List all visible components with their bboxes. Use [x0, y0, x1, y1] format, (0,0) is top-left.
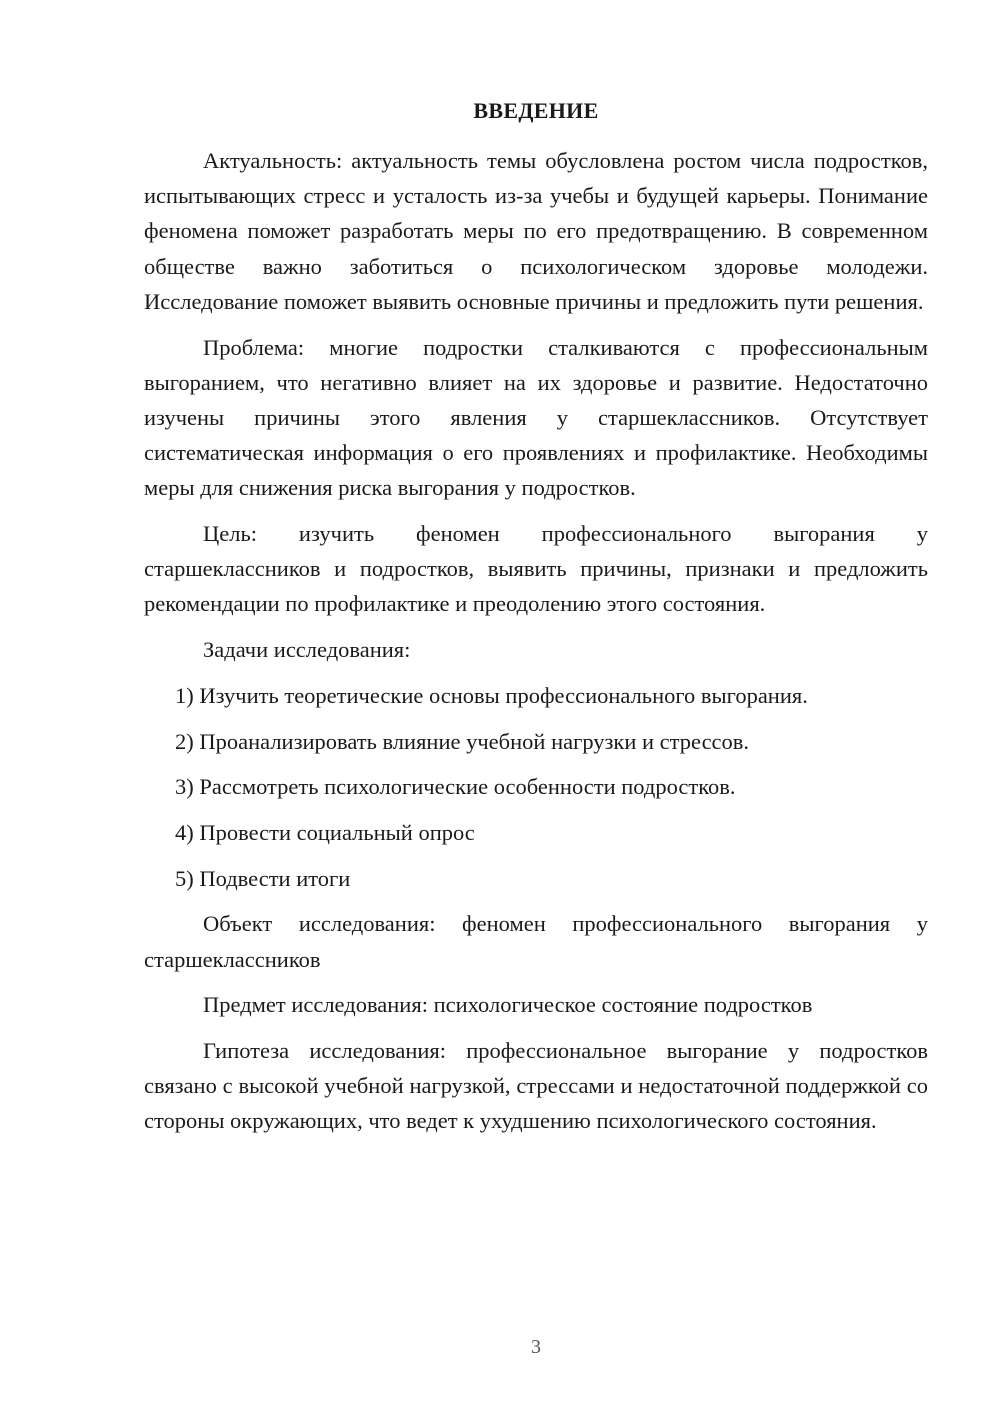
section-title: ВВЕДЕНИЕ — [473, 98, 599, 123]
paragraph-problem: Проблема: многие подростки сталкиваются с профессиональным выгоранием, что негативно влияет на их здоровье и развитие. Недостаточно изучены причины этого явления у старшеклассников. Отсутствует систематическая информация о его проявлениях и профилактике. Необходимы меры для снижения риска выгорания у подростков. — [144, 334, 928, 501]
task-item: 1) Изучить теоретические основы профессионального выгорания. — [175, 682, 808, 708]
paragraph-object: Объект исследования: феномен профессионального выгорания у старшеклассников — [144, 911, 928, 972]
paragraph-tasks-heading: Задачи исследования: — [203, 637, 411, 663]
document-body — [144, 143, 928, 1139]
task-item: 4) Провести социальный опрос — [175, 819, 475, 845]
task-item: 2) Проанализировать влияние учебной нагрузки и стрессов. — [175, 728, 750, 754]
task-item: 5) Подвести итоги — [175, 865, 351, 891]
paragraph-subject: Предмет исследования: психологическое состояние подростков — [203, 992, 813, 1018]
paragraph-relevance: Актуальность: актуальность темы обусловлена ростом числа подростков, испытывающих стресс и усталость из-за учебы и будущей карьеры. Понимание феномена поможет разработать меры по его предотвращению. В современном обществе важно заботиться о психологическом здоровье молодежи. Исследование поможет выявить основные причины и предложить пути решения. — [144, 148, 928, 314]
page-number: 3 — [531, 1336, 541, 1358]
paragraph-hypothesis: Гипотеза исследования: профессиональное выгорание у подростков связано с высокой учебной нагрузкой, стрессами и недостаточной поддержкой со стороны окружающих, что ведет к ухудшению психологического состояния. — [144, 1037, 928, 1134]
task-item: 3) Рассмотреть психологические особенности подростков. — [175, 774, 736, 800]
paragraph-goal: Цель: изучить феномен профессионального выгорания у старшеклассников и подростков, выявить причины, признаки и предложить рекомендации по профилактике и преодолению этого состояния. — [144, 521, 928, 617]
